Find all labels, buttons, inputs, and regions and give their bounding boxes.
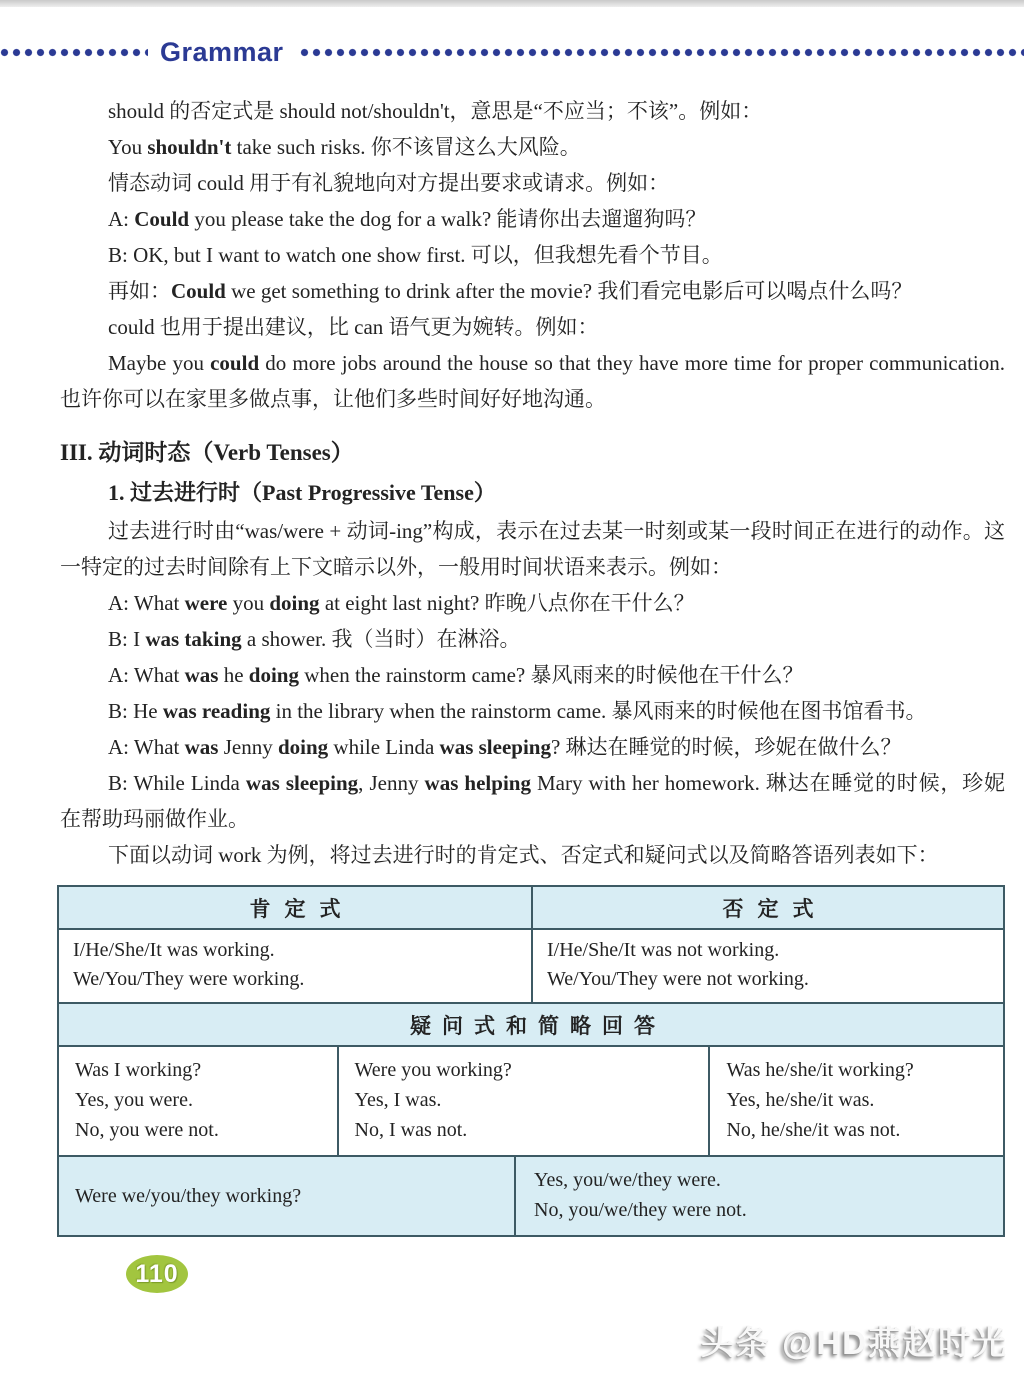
example-could-drink <box>60 273 1005 309</box>
text-run: you please take the dog for a walk? 能请你出去遛遛狗吗？ <box>189 207 707 231</box>
text-run: 再如： <box>108 279 171 303</box>
text-run: 情态动词 could 用于有礼貌地向对方提出要求或请求。例如： <box>108 171 670 195</box>
dotted-divider-right <box>300 48 1024 57</box>
dialogue-a-rainstorm <box>60 657 1005 693</box>
table-header-row-forms <box>59 887 1003 928</box>
text-run-bold: could <box>210 351 260 375</box>
text-run: A: <box>108 207 135 231</box>
dialogue-b-helping-mary <box>60 765 1005 837</box>
text-run: take such risks. 你不该冒这么大风险。 <box>231 135 581 159</box>
table-header-negative: 否定式 <box>531 887 1003 928</box>
table-line: No, you/we/they were not. <box>534 1199 747 1221</box>
dialogue-b-watch-show <box>60 237 1005 273</box>
table-line: Yes, I was. <box>354 1089 442 1111</box>
table-line: We/You/They were not working. <box>547 968 809 990</box>
table-header-row-questions <box>59 1002 1003 1045</box>
dialogue-b-library <box>60 693 1005 729</box>
text-run: A: What <box>108 735 185 759</box>
table-line: No, he/she/it was not. <box>726 1119 901 1141</box>
cell-plural-answers <box>514 1157 1003 1235</box>
text-run: Jenny <box>218 735 278 759</box>
cell-question-second-person <box>337 1047 709 1155</box>
text-run-bold: Could <box>171 279 226 303</box>
text-run-bold: was <box>184 663 219 687</box>
table-line: I/He/She/It was working. <box>73 939 275 961</box>
table-header-questions: 疑问式和简略回答 <box>410 1014 666 1038</box>
text-run: should 的否定式是 should not/shouldn't，意思是“不应当；不该”。例如： <box>108 99 763 123</box>
text-run: Mary with her homework. 琳达在睡觉的时候，珍妮在帮助玛丽做作业。 <box>60 771 1005 831</box>
table-row-forms <box>59 928 1003 1002</box>
text-run: a shower. 我（当时）在淋浴。 <box>241 627 521 651</box>
table-line: We/You/They were working. <box>73 968 305 990</box>
cell-question-first-person <box>59 1047 337 1155</box>
text-run: B: While Linda <box>108 771 246 795</box>
table-line: Yes, you were. <box>75 1089 193 1111</box>
table-line: No, you were not. <box>75 1119 219 1141</box>
page-content <box>60 93 1005 1293</box>
paragraph-could-suggestion <box>60 309 1005 345</box>
paragraph-past-progressive-rule <box>60 513 1005 585</box>
text-run-bold: was reading <box>162 699 271 723</box>
subsection-heading-past-progressive: 1. 过去进行时（Past Progressive Tense） <box>108 480 496 505</box>
paragraph-could-requests <box>60 165 1005 201</box>
cell-question-third-person <box>708 1047 1003 1155</box>
table-row-plural-question <box>59 1155 1003 1235</box>
text-run: Maybe you <box>108 351 211 375</box>
table-line: Yes, he/she/it was. <box>726 1089 875 1111</box>
table-line: Was he/she/it working? <box>726 1059 914 1081</box>
text-run: , Jenny <box>358 771 425 795</box>
text-run: could 也用于提出建议，比 can 语气更为婉转。例如： <box>108 315 599 339</box>
text-run-bold: doing <box>269 591 320 615</box>
table-line: Were you working? <box>354 1059 512 1081</box>
text-run: we get something to drink after the movie? 我们看完电影后可以喝点什么吗？ <box>225 279 913 303</box>
dialogue-a-dog-walk <box>60 201 1005 237</box>
text-run: ? 琳达在睡觉的时候，珍妮在做什么？ <box>550 735 902 759</box>
scan-edge <box>0 0 1024 7</box>
cell-affirmative-forms <box>59 930 531 1002</box>
table-row-questions <box>59 1045 1003 1155</box>
dotted-divider-left <box>0 48 148 57</box>
table-line: No, I was not. <box>354 1119 468 1141</box>
example-shouldnt-risks <box>60 129 1005 165</box>
text-run: A: What <box>108 663 185 687</box>
dialogue-a-last-night <box>60 585 1005 621</box>
text-run: he <box>218 663 249 687</box>
text-run-bold: was sleeping <box>439 735 551 759</box>
table-line: Yes, you/we/they were. <box>534 1169 721 1191</box>
text-run: 下面以动词 work 为例，将过去进行时的肯定式、否定式和疑问式以及简略答语列表如下： <box>108 843 939 867</box>
text-run: you <box>227 591 270 615</box>
text-run: B: I <box>108 627 146 651</box>
text-run-bold: was helping <box>424 771 531 795</box>
text-run-bold: was sleeping <box>245 771 359 795</box>
dialogue-a-jenny <box>60 729 1005 765</box>
text-run: You <box>108 135 148 159</box>
table-line: I/He/She/It was not working. <box>547 939 780 961</box>
text-run: at eight last night? 昨晚八点你在干什么？ <box>319 591 695 615</box>
toutiao-watermark: 头条 @HD燕赵时光 <box>700 1324 1008 1361</box>
text-run: while Linda <box>328 735 440 759</box>
paragraph-should-negation <box>60 93 1005 129</box>
text-run: 过去进行时由“was/were + 动词-ing”构成，表示在过去某一时刻或某一段时间正在进行的动作。这一特定的过去时间除有上下文暗示以外，一般用时间状语来表示。例如： <box>60 519 1005 579</box>
page-title: Grammar <box>160 36 284 67</box>
text-run-bold: was taking <box>145 627 242 651</box>
text-run-bold: shouldn't <box>147 135 232 159</box>
past-progressive-forms-table <box>57 885 1005 1237</box>
section-heading-verb-tenses: III. 动词时态（Verb Tenses） <box>60 440 354 465</box>
table-header-affirmative: 肯定式 <box>249 897 355 921</box>
text-run-bold: was <box>184 735 219 759</box>
text-run: do more jobs around the house so that they have more time for proper communication. 也许你可以在家里多做点事，让他们多些时间好好地沟通。 <box>60 351 1005 411</box>
example-could-jobs <box>60 345 1005 417</box>
text-run: B: OK, but I want to watch one show first. 可以，但我想先看个节目。 <box>108 243 723 267</box>
table-line: Were we/you/they working? <box>75 1184 302 1207</box>
grammar-section-header <box>0 37 1024 67</box>
text-run-bold: Could <box>134 207 190 231</box>
text-run-bold: doing <box>277 735 329 759</box>
paragraph-table-intro <box>60 837 1005 873</box>
text-run: B: He <box>108 699 163 723</box>
text-run: in the library when the rainstorm came. 暴风雨来的时候他在图书馆看书。 <box>270 699 927 723</box>
text-run-bold: doing <box>248 663 299 687</box>
cell-plural-question <box>59 1157 514 1235</box>
dialogue-b-shower <box>60 621 1005 657</box>
text-run: when the rainstorm came? 暴风雨来的时候他在干什么？ <box>298 663 804 687</box>
text-run-bold: were <box>184 591 228 615</box>
text-run: A: What <box>108 591 185 615</box>
cell-negative-forms <box>531 930 1003 1002</box>
page-number-badge: 110 <box>126 1255 188 1293</box>
table-line: Was I working? <box>75 1059 202 1081</box>
